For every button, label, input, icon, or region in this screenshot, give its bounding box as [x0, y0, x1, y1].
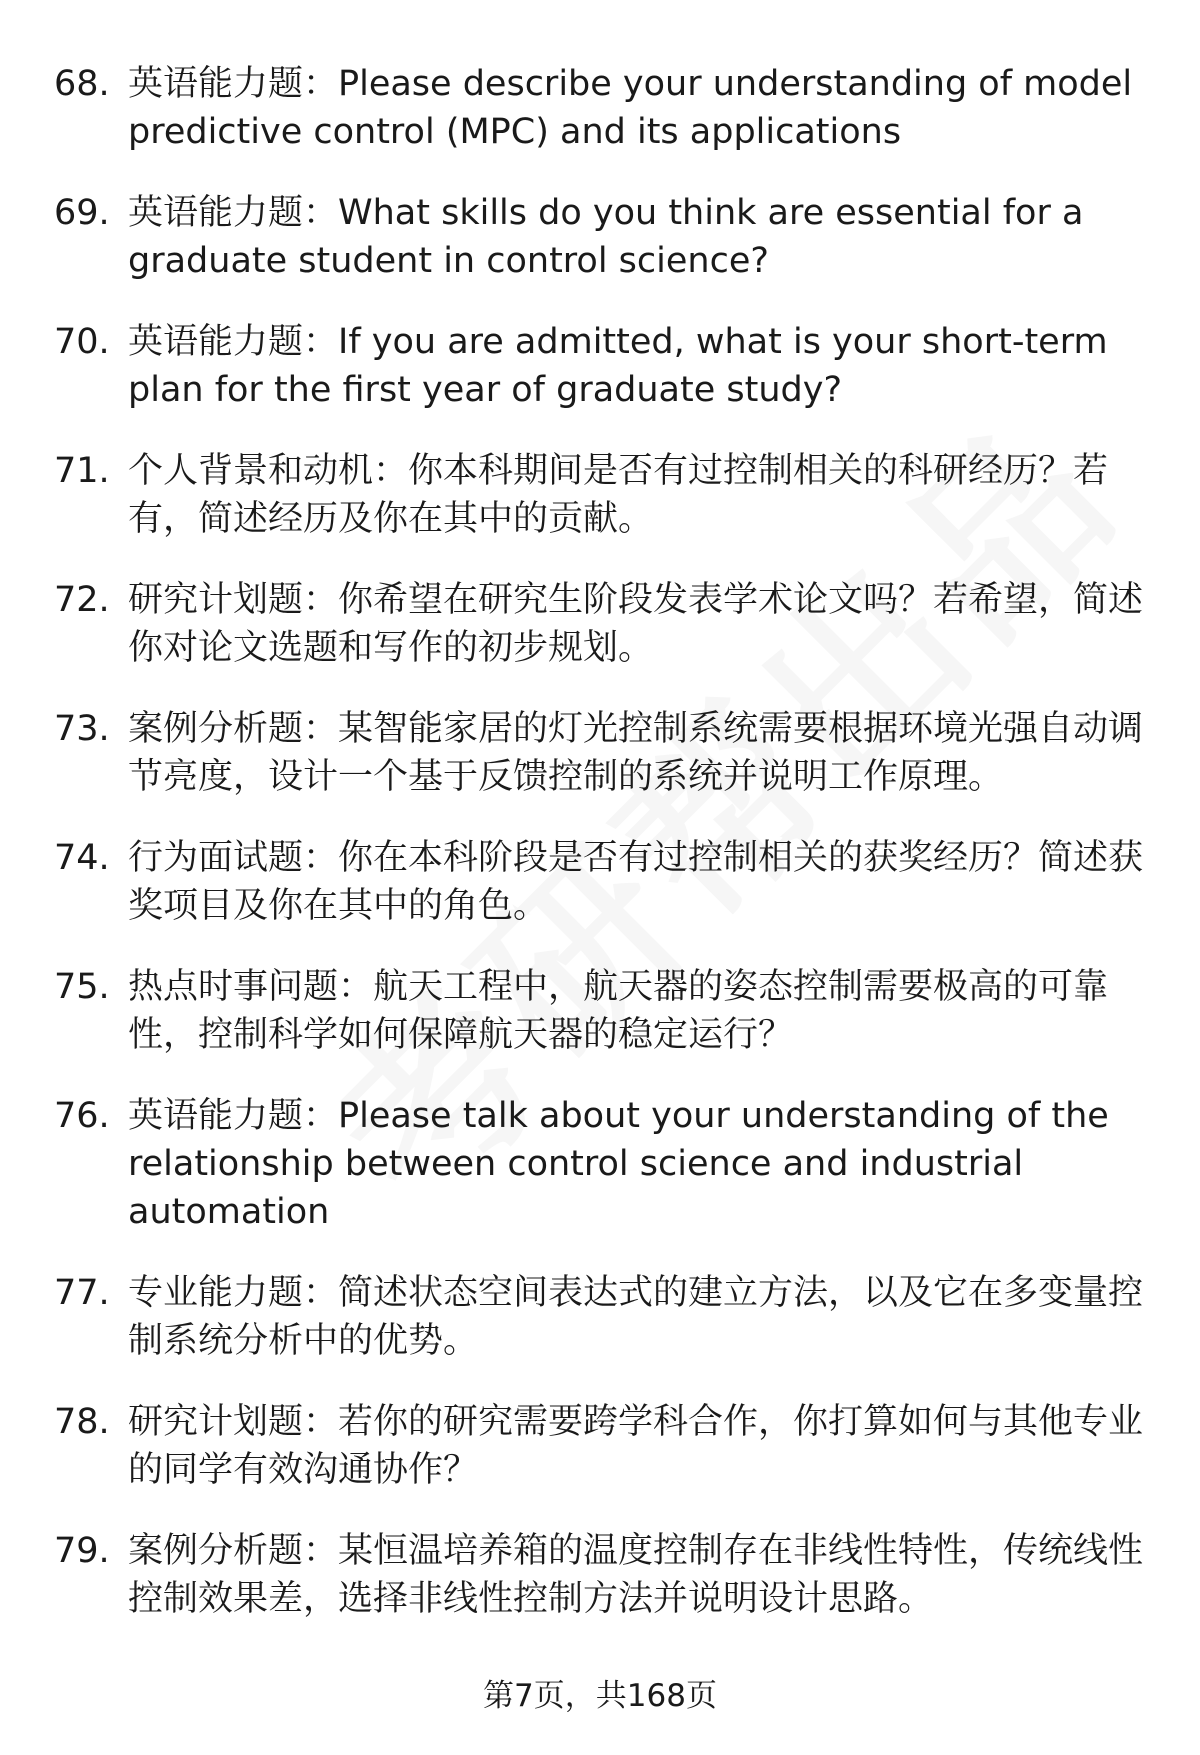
question-item-77	[54, 1269, 1154, 1365]
question-number: 75.	[54, 967, 110, 1007]
question-item-78	[54, 1398, 1154, 1494]
question-text: 英语能力题：If you are admitted, what is your short-term plan for the first year of graduate study?	[128, 322, 1108, 410]
question-number: 77.	[54, 1273, 110, 1313]
question-text: 研究计划题：若你的研究需要跨学科合作，你打算如何与其他专业的同学有效沟通协作？	[128, 1402, 1144, 1490]
question-number: 70.	[54, 322, 110, 362]
question-number: 76.	[54, 1096, 110, 1136]
question-number: 69.	[54, 193, 110, 233]
question-text: 专业能力题：简述状态空间表达式的建立方法，以及它在多变量控制系统分析中的优势。	[128, 1273, 1144, 1361]
question-item-72	[54, 576, 1154, 672]
question-item-74	[54, 834, 1154, 930]
question-item-71	[54, 447, 1154, 543]
question-text: 热点时事问题：航天工程中，航天器的姿态控制需要极高的可靠性，控制科学如何保障航天器的稳定运行？	[128, 967, 1109, 1055]
question-item-69	[54, 189, 1154, 285]
question-list	[54, 60, 1154, 1656]
question-item-68	[54, 60, 1154, 156]
question-text: 研究计划题：你希望在研究生阶段发表学术论文吗？若希望，简述你对论文选题和写作的初步规划。	[128, 580, 1144, 668]
question-text: 行为面试题：你在本科阶段是否有过控制相关的获奖经历？简述获奖项目及你在其中的角色。	[128, 838, 1144, 926]
question-number: 78.	[54, 1402, 110, 1442]
question-text: 英语能力题：What skills do you think are essential for a graduate student in control science?	[128, 193, 1084, 281]
question-number: 68.	[54, 64, 110, 104]
page-footer: 第7页，共168页	[483, 1678, 717, 1714]
question-number: 71.	[54, 451, 110, 491]
question-number: 79.	[54, 1531, 110, 1571]
question-number: 72.	[54, 580, 110, 620]
question-text: 英语能力题：Please describe your understanding of model predictive control (MPC) and its applications	[128, 64, 1133, 152]
question-text: 个人背景和动机：你本科期间是否有过控制相关的科研经历？若有，简述经历及你在其中的贡献。	[128, 451, 1109, 539]
question-text: 案例分析题：某恒温培养箱的温度控制存在非线性特性，传统线性控制效果差，选择非线性控制方法并说明设计思路。	[128, 1531, 1144, 1619]
question-item-70	[54, 318, 1154, 414]
question-number: 73.	[54, 709, 110, 749]
question-item-76	[54, 1092, 1154, 1236]
question-item-73	[54, 705, 1154, 801]
question-text: 英语能力题：Please talk about your understanding of the relationship between control science and industrial automation	[128, 1096, 1109, 1232]
question-item-79	[54, 1527, 1154, 1623]
question-text: 案例分析题：某智能家居的灯光控制系统需要根据环境光强自动调节亮度，设计一个基于反馈控制的系统并说明工作原理。	[128, 709, 1144, 797]
question-number: 74.	[54, 838, 110, 878]
question-item-75	[54, 963, 1154, 1059]
